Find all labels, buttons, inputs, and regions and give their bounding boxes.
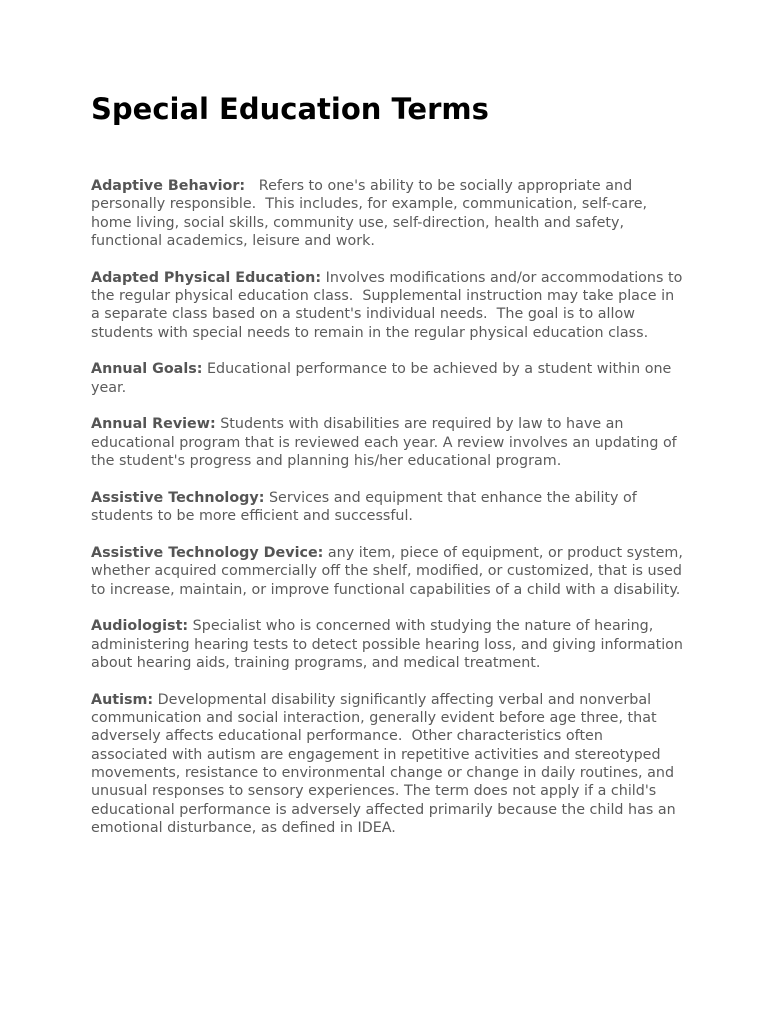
glossary-entry-annual-review [91, 415, 683, 470]
glossary-definition: Involves modifications and/or accommodations to the regular physical education class. Supplemental instruction may take place in a separate class based on a student's individual needs. The goal is to allow students with special needs to remain in the regular physical education class. [91, 269, 687, 341]
glossary-definition: Services and equipment that enhance the ability of students to be more efficient and successful. [91, 489, 642, 525]
glossary-term: Adaptive Behavior: [91, 178, 246, 194]
glossary-entry-autism [91, 691, 683, 837]
glossary-entry-assistive-technology [91, 489, 683, 526]
glossary-entry-audiologist [91, 617, 688, 672]
glossary-entry-adapted-physical-education [91, 269, 687, 342]
document-title: Special Education Terms [91, 92, 489, 126]
glossary-definition: Students with disabilities are required by law to have an educational program that is reviewed each year. A review involves an updating of the student's progress and planning his/her educational program. [91, 416, 682, 470]
glossary-definition: any item, piece of equipment, or product system, whether acquired commercially off the shelf, modified, or customized, that is used to increase, maintain, or improve functional capabilities of a child with a disability. [91, 544, 688, 598]
glossary-term: Annual Goals: [91, 361, 203, 378]
glossary-entry-adaptive-behavior [91, 177, 683, 250]
glossary-entry-assistive-technology-device [91, 544, 688, 599]
glossary-term: Assistive Technology Device: [91, 544, 324, 561]
glossary-definition: Specialist who is concerned with studying the nature of hearing, administering hearing tests to detect possible hearing loss, and giving information about hearing aids, training programs, and medical treatment. [91, 618, 688, 671]
glossary-entry-annual-goals [91, 360, 683, 397]
glossary-list [91, 177, 688, 856]
glossary-term: Adapted Physical Education: [91, 269, 322, 286]
glossary-term: Annual Review: [91, 416, 216, 433]
glossary-definition: Refers to one's ability to be socially appropriate and personally responsible. This includes, for example, communication, self-care, home living, social skills, community use, self-direction, health and safety, functional academics, leisure and work. [91, 178, 652, 249]
glossary-definition: Developmental disability significantly affecting verbal and nonverbal communication and social interaction, generally evident before age three, that adversely affects educational performance. Other characteristics often associated with autism are engagement in repetitive activities and stereotyped movements, resistance to environmental change or change in daily routines, and unusual responses to sensory experiences. The term does not apply if a child's educational performance is adversely affected primarily because the child has an emotional disturbance, as defined in IDEA. [91, 691, 681, 836]
glossary-definition: Educational performance to be achieved by a student within one year. [91, 361, 676, 396]
glossary-term: Assistive Technology: [91, 489, 265, 506]
glossary-term: Autism: [91, 691, 154, 708]
glossary-term: Audiologist: [91, 618, 189, 635]
